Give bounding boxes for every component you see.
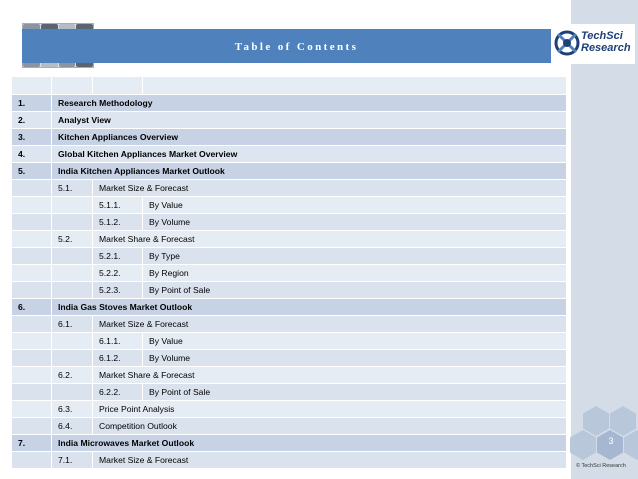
toc-row [12, 94, 567, 111]
toc-row [12, 349, 567, 366]
toc-row [12, 451, 567, 468]
toc-label: India Kitchen Appliances Market Outlook [52, 162, 567, 179]
toc-label: Market Size & Forecast [93, 179, 567, 196]
toc-row [12, 128, 567, 145]
toc-number: 5.1. [52, 179, 93, 196]
toc-row [12, 196, 567, 213]
page-title: Table of Contents [234, 41, 359, 53]
toc-number: 6.2.2. [93, 383, 143, 400]
toc-label: By Volume [143, 213, 567, 230]
toc-label: Market Size & Forecast [93, 451, 567, 468]
toc-row [12, 417, 567, 434]
toc-row [12, 213, 567, 230]
toc-row [12, 298, 567, 315]
toc-number: 6.3. [52, 400, 93, 417]
toc-label: By Value [143, 196, 567, 213]
toc-row [12, 400, 567, 417]
toc-row [12, 247, 567, 264]
toc-label: By Point of Sale [143, 281, 567, 298]
toc-number: 5.2.1. [93, 247, 143, 264]
toc-row [12, 179, 567, 196]
toc-number: 6.4. [52, 417, 93, 434]
toc-number: 5.1.1. [93, 196, 143, 213]
toc-number: 6.1.2. [93, 349, 143, 366]
toc-label: India Gas Stoves Market Outlook [52, 298, 567, 315]
toc-number: 7. [12, 434, 52, 451]
toc-number: 6.2. [52, 366, 93, 383]
logo-text: TechSci Research [581, 30, 631, 54]
toc-number: 2. [12, 111, 52, 128]
techsci-logo [551, 24, 635, 64]
title-bar [22, 29, 571, 63]
toc-label: Research Methodology [52, 94, 567, 111]
toc-label: By Volume [143, 349, 567, 366]
toc-number: 6.1. [52, 315, 93, 332]
toc-row [12, 332, 567, 349]
toc-label: Price Point Analysis [93, 400, 567, 417]
toc-number: 3. [12, 128, 52, 145]
toc-label: Global Kitchen Appliances Market Overview [52, 145, 567, 162]
toc-number: 5.1.2. [93, 213, 143, 230]
toc-label: Analyst View [52, 111, 567, 128]
toc-row [12, 264, 567, 281]
toc-number: 7.1. [52, 451, 93, 468]
logo-emblem-icon [553, 28, 581, 58]
toc-number: 5.2.3. [93, 281, 143, 298]
toc-number: 6.1.1. [93, 332, 143, 349]
table-of-contents [12, 77, 567, 469]
toc-number: 1. [12, 94, 52, 111]
toc-number: 4. [12, 145, 52, 162]
side-panel [571, 0, 638, 479]
toc-label: By Type [143, 247, 567, 264]
toc-row [12, 315, 567, 332]
toc-row [12, 366, 567, 383]
toc-label: By Value [143, 332, 567, 349]
toc-number: 5. [12, 162, 52, 179]
copyright-text: © TechSci Research [576, 463, 626, 469]
toc-row [12, 383, 567, 400]
toc-label: India Microwaves Market Outlook [52, 434, 567, 451]
toc-label: Kitchen Appliances Overview [52, 128, 567, 145]
toc-number: 5.2.2. [93, 264, 143, 281]
toc-number: 5.2. [52, 230, 93, 247]
toc-number: 6. [12, 298, 52, 315]
toc-row [12, 145, 567, 162]
toc-header-row [12, 77, 567, 94]
page-number: 3 [608, 436, 614, 446]
toc-row [12, 434, 567, 451]
toc-label: Market Size & Forecast [93, 315, 567, 332]
toc-row [12, 111, 567, 128]
toc-label: Market Share & Forecast [93, 230, 567, 247]
toc-row [12, 162, 567, 179]
toc-row [12, 281, 567, 298]
toc-row [12, 230, 567, 247]
toc-label: By Region [143, 264, 567, 281]
toc-label: Market Share & Forecast [93, 366, 567, 383]
toc-label: By Point of Sale [143, 383, 567, 400]
toc-label: Competition Outlook [93, 417, 567, 434]
